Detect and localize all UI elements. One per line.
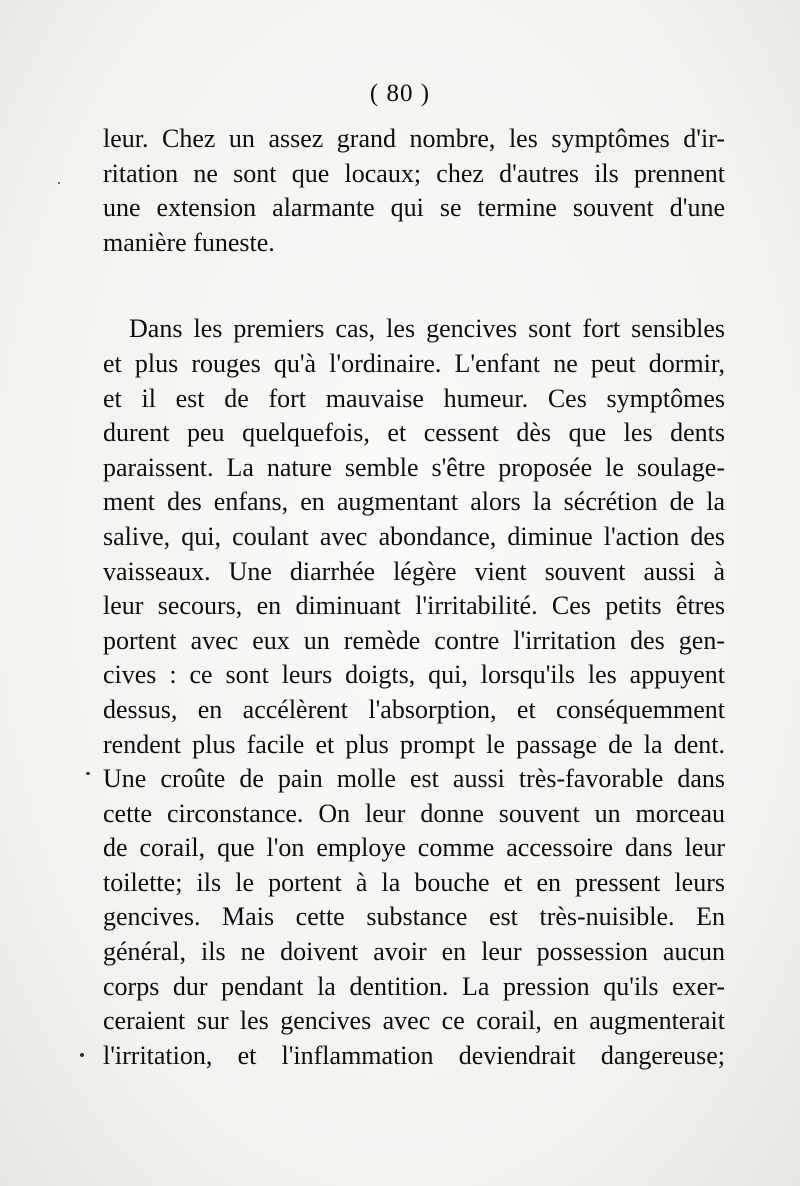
text-line: et il est de fort mauvaise humeur. Ces symptômes [103,383,725,413]
text-line: cives : ce sont leurs doigts, qui, lorsqu'ils les appuyent [103,660,725,690]
text-line: durent peu quelquefois, et cessent dès que les dents [103,418,725,448]
text-line: leur. Chez un assez grand nombre, les symptômes d'ir- [103,124,725,153]
text-line: ritation ne sont que locaux; chez d'autres ils prennent [103,158,725,188]
text-line: général, ils ne doivent avoir en leur possession aucun [103,937,725,967]
text-line: de corail, que l'on employe comme accessoire dans leur [103,833,725,863]
print-speck [58,182,60,184]
paragraph-1 [103,122,725,260]
text-line: portent avec eux un remède contre l'irritation des gen- [103,625,725,655]
text-line: et plus rouges qu'à l'ordinaire. L'enfant ne peut dormir, [103,348,725,378]
text-line: Dans les premiers cas, les gencives sont fort sensibles [129,314,725,344]
text-line: rendent plus facile et plus prompt le passage de la dent. [103,729,725,759]
print-speck [86,772,90,775]
print-speck [80,1053,84,1057]
page-number: ( 80 ) [369,80,431,107]
text-line: toilette; ils le portent à la bouche et en pressent leurs [103,867,725,897]
text-line: cette circonstance. On leur donne souvent un morceau [103,798,725,828]
paragraph-gap [103,260,725,312]
text-line: ment des enfans, en augmentant alors la sécrétion de la [103,487,725,517]
text-line: gencives. Mais cette substance est très-nuisible. En [103,902,725,932]
text-line: manière funeste. [103,227,275,257]
text-line: l'irritation, et l'inflammation deviendrait dangereuse; [103,1040,725,1070]
text-line: salive, qui, coulant avec abondance, diminue l'action des [103,521,725,551]
body-text [103,122,725,1073]
text-line: vaisseaux. Une diarrhée légère vient souvent aussi à [103,556,725,586]
text-line: paraissent. La nature semble s'être proposée le soulage- [103,452,725,482]
text-line: leur secours, en diminuant l'irritabilité. Ces petits êtres [103,591,725,621]
text-line: une extension alarmante qui se termine souvent d'une [103,193,725,223]
text-line: Une croûte de pain molle est aussi très-favorable dans [103,764,725,794]
text-line: dessus, en accélèrent l'absorption, et conséquemment [103,694,725,724]
text-line: ceraient sur les gencives avec ce corail, en augmenterait [103,1006,725,1036]
text-line: corps dur pendant la dentition. La pression qu'ils exer- [103,971,725,1001]
paragraph-2 [103,312,725,1073]
